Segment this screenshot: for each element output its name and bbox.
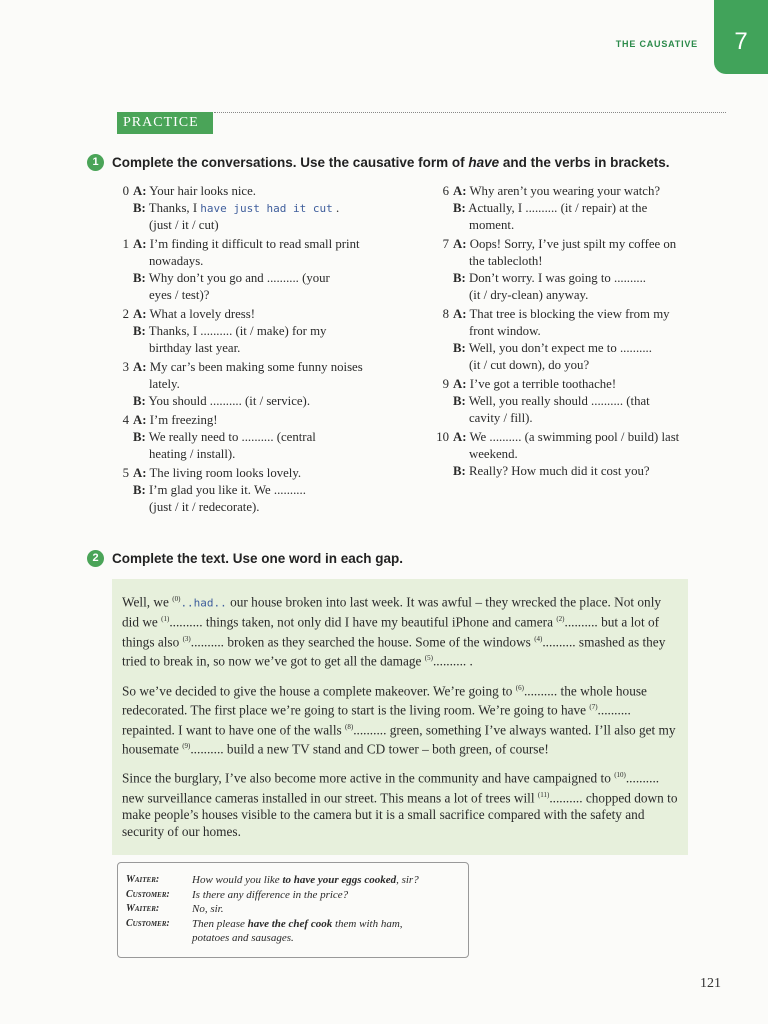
- unit-tab: 7: [714, 0, 768, 74]
- dialogue-line: [133, 323, 403, 340]
- line-text: birthday last year.: [149, 341, 241, 355]
- speaker-label: A:: [133, 466, 147, 480]
- speaker-label: B:: [133, 430, 146, 444]
- dialogue-line: [133, 183, 403, 200]
- line-text: We .......... (a swimming pool / build) last: [466, 430, 680, 444]
- dialogue-line: [133, 499, 403, 516]
- paragraph-3: Since the burglary, I’ve also become more active in the community and have campaigned to $^{(10)}$.......... new surveillance cameras installed in our street. This means a lot of trees will $^{(11)}$.......... chopped down to make people’s houses visible to the camera but it is a small sacrifice compared with the safety and security of our homes.: [122, 770, 678, 840]
- dialogue-line: [453, 253, 733, 270]
- speaker-label: B:: [453, 341, 466, 355]
- line-text: (just / it / redecorate).: [149, 500, 260, 514]
- item-number: 0: [122, 184, 129, 198]
- paragraph-1: Well, we $^{(0)}$..had.. our house broken into last week. It was awful – they wrecked the place. Not only did we $^{(1)}$.......... things taken, not only did I have my beautiful iPhone and camera $^{(2)}$.......... but a lot of things also $^{(3)}$.......... broken as they searched the house. Some of the windows $^{(4)}$.......... smashed as they tried to break in, so now we’ve got to get all the damage $^{(5)}$.......... .: [122, 594, 666, 669]
- joke-line: [126, 917, 460, 932]
- item-number: 6: [442, 184, 449, 198]
- joke-text: potatoes and sausages.: [192, 932, 294, 944]
- exercise-item: [433, 376, 733, 427]
- item-number: 3: [122, 360, 129, 374]
- line-text: lately.: [149, 377, 180, 391]
- exercise-item: [113, 183, 403, 234]
- joke-speaker: Customer:: [126, 917, 170, 929]
- joke-speaker: [126, 931, 192, 946]
- exercise-2-text-box: [112, 579, 688, 855]
- exercise-item: [433, 429, 733, 480]
- joke-speaker: Waiter:: [126, 874, 160, 885]
- item-number: 5: [122, 466, 129, 480]
- line-text: I’m freezing!: [146, 413, 218, 427]
- speaker-label: A:: [453, 184, 467, 198]
- dotted-divider: [214, 112, 726, 113]
- line-text: Well, you don’t expect me to ..........: [465, 341, 652, 355]
- practice-label: PRACTICE: [117, 112, 213, 134]
- speaker-label: A:: [133, 307, 147, 321]
- dialogue-line: [453, 393, 733, 410]
- speaker-label: A:: [453, 377, 467, 391]
- exercise-item: [113, 412, 403, 463]
- speaker-label: A:: [133, 184, 147, 198]
- exercise-item: [113, 465, 403, 516]
- line-text: Well, you really should .......... (that: [465, 394, 650, 408]
- line-text: I’m finding it difficult to read small print: [146, 237, 360, 251]
- speaker-label: A:: [453, 307, 467, 321]
- dialogue-line: [133, 306, 403, 323]
- speaker-label: A:: [453, 430, 467, 444]
- item-number: 1: [122, 237, 129, 251]
- line-text: We really need to .......... (central: [145, 430, 316, 444]
- exercise-item: [113, 306, 403, 357]
- dialogue-line: [453, 323, 733, 340]
- line-text: That tree is blocking the view from my: [466, 307, 670, 321]
- dialogue-line: [133, 200, 403, 217]
- dialogue-line: [453, 306, 733, 323]
- line-text: nowadays.: [149, 254, 204, 268]
- handwritten-answer: have just had it cut: [200, 202, 333, 215]
- speaker-label: A:: [133, 360, 147, 374]
- line-text: Really? How much did it cost you?: [465, 464, 650, 478]
- dialogue-line: [453, 376, 733, 393]
- dialogue-line: [133, 376, 403, 393]
- dialogue-line: [133, 393, 403, 410]
- line-text: the tablecloth!: [469, 254, 543, 268]
- line-text: Thanks, I .......... (it / make) for my: [145, 324, 327, 338]
- speaker-label: A:: [453, 237, 467, 251]
- joke-line: [126, 888, 460, 903]
- dialogue-line: [133, 465, 403, 482]
- exercise-1-left-column: [113, 183, 403, 518]
- line-text: weekend.: [469, 447, 518, 461]
- line-text: (just / it / cut): [149, 218, 219, 232]
- speaker-label: B:: [453, 271, 466, 285]
- joke-speaker: Waiter:: [126, 903, 160, 914]
- joke-box: [117, 862, 469, 958]
- item-number: 8: [442, 307, 449, 321]
- speaker-label: B:: [133, 201, 146, 215]
- line-text: cavity / fill).: [469, 411, 533, 425]
- dialogue-line: [453, 357, 733, 374]
- dialogue-line: [453, 200, 733, 217]
- dialogue-line: [453, 183, 733, 200]
- joke-line: [126, 873, 460, 888]
- joke-text: Is there any difference in the price?: [192, 888, 349, 901]
- speaker-label: B:: [453, 464, 466, 478]
- dialogue-line: [453, 463, 733, 480]
- exercise-item: [113, 359, 403, 410]
- speaker-label: B:: [453, 394, 466, 408]
- joke-line: [126, 902, 460, 917]
- line-text: Don’t worry. I was going to ..........: [465, 271, 647, 285]
- line-text: The living room looks lovely.: [146, 466, 302, 480]
- speaker-label: B:: [133, 324, 146, 338]
- exercise-1-instruction: Complete the conversations. Use the causative form of have and the verbs in brackets.: [112, 155, 670, 170]
- line-text: What a lovely dress!: [146, 307, 256, 321]
- exercise-2-heading: [87, 550, 403, 567]
- exercise-1-number: 1: [87, 154, 104, 171]
- line-text: I’ve got a terrible toothache!: [466, 377, 617, 391]
- line-text: Actually, I .......... (it / repair) at the: [465, 201, 648, 215]
- exercise-1-right-column: [433, 183, 733, 482]
- dialogue-line: [133, 236, 403, 253]
- line-text: moment.: [469, 218, 515, 232]
- dialogue-line: [133, 340, 403, 357]
- line-text: Why aren’t you wearing your watch?: [466, 184, 661, 198]
- speaker-label: B:: [453, 201, 466, 215]
- joke-text: No, sir.: [192, 903, 224, 915]
- line-text: You should .......... (it / service).: [145, 394, 311, 408]
- paragraph-2: So we’ve decided to give the house a complete makeover. We’re going to $^{(6)}$.......... the whole house redecorated. The first place we’re going to start is the living room. We’re going to have $^{(7)}$.......... repainted. I want to have one of the walls $^{(8)}$.......... green, something I’ve always wanted. I’ll also get my housemate $^{(9)}$.......... build a new TV stand and CD tower – both green, of course!: [122, 683, 676, 757]
- dialogue-line: [453, 236, 733, 253]
- line-text: My car’s been making some funny noises: [146, 360, 363, 374]
- line-text: (it / cut down), do you?: [469, 358, 590, 372]
- dialogue-line: [133, 253, 403, 270]
- item-number: 9: [442, 377, 449, 391]
- dialogue-line: [453, 410, 733, 427]
- line-text: Oops! Sorry, I’ve just spilt my coffee on: [466, 237, 677, 251]
- page-number: 121: [700, 976, 721, 991]
- exercise-item: [433, 236, 733, 304]
- line-text: Why don’t you go and .......... (your: [145, 271, 330, 285]
- joke-text: How would you like to have your eggs cooked, sir?: [192, 874, 419, 886]
- exercise-2-instruction: Complete the text. Use one word in each gap.: [112, 551, 404, 566]
- speaker-label: B:: [133, 394, 146, 408]
- line-text: front window.: [469, 324, 541, 338]
- speaker-label: A:: [133, 413, 147, 427]
- line-text: Thanks, I: [145, 201, 201, 215]
- exercise-item: [433, 183, 733, 234]
- line-text: I’m glad you like it. We ..........: [145, 483, 306, 497]
- dialogue-line: [453, 217, 733, 234]
- dialogue-line: [453, 340, 733, 357]
- speaker-label: A:: [133, 237, 147, 251]
- item-number: 4: [122, 413, 129, 427]
- dialogue-line: [133, 287, 403, 304]
- item-number: 10: [436, 430, 449, 444]
- dialogue-line: [133, 429, 403, 446]
- exercise-1-heading: [87, 154, 669, 171]
- line-text: eyes / test)?: [149, 288, 210, 302]
- line-text: Your hair looks nice.: [146, 184, 256, 198]
- speaker-label: B:: [133, 271, 146, 285]
- dialogue-line: [453, 429, 733, 446]
- dialogue-line: [133, 217, 403, 234]
- joke-line: [126, 931, 460, 946]
- dialogue-line: [133, 270, 403, 287]
- dialogue-line: [133, 412, 403, 429]
- section-label: THE CAUSATIVE: [615, 39, 698, 49]
- line-text: .: [332, 201, 340, 215]
- speaker-label: B:: [133, 483, 146, 497]
- joke-speaker: Customer:: [126, 888, 170, 900]
- exercise-item: [113, 236, 403, 304]
- item-number: 2: [122, 307, 129, 321]
- item-number: 7: [442, 237, 449, 251]
- dialogue-line: [133, 359, 403, 376]
- exercise-item: [433, 306, 733, 374]
- dialogue-line: [133, 446, 403, 463]
- dialogue-line: [453, 287, 733, 304]
- dialogue-line: [453, 270, 733, 287]
- line-text: heating / install).: [149, 447, 236, 461]
- joke-text: Then please have the chef cook them with ham,: [192, 917, 403, 930]
- exercise-2-number: 2: [87, 550, 104, 567]
- line-text: (it / dry-clean) anyway.: [469, 288, 589, 302]
- dialogue-line: [453, 446, 733, 463]
- dialogue-line: [133, 482, 403, 499]
